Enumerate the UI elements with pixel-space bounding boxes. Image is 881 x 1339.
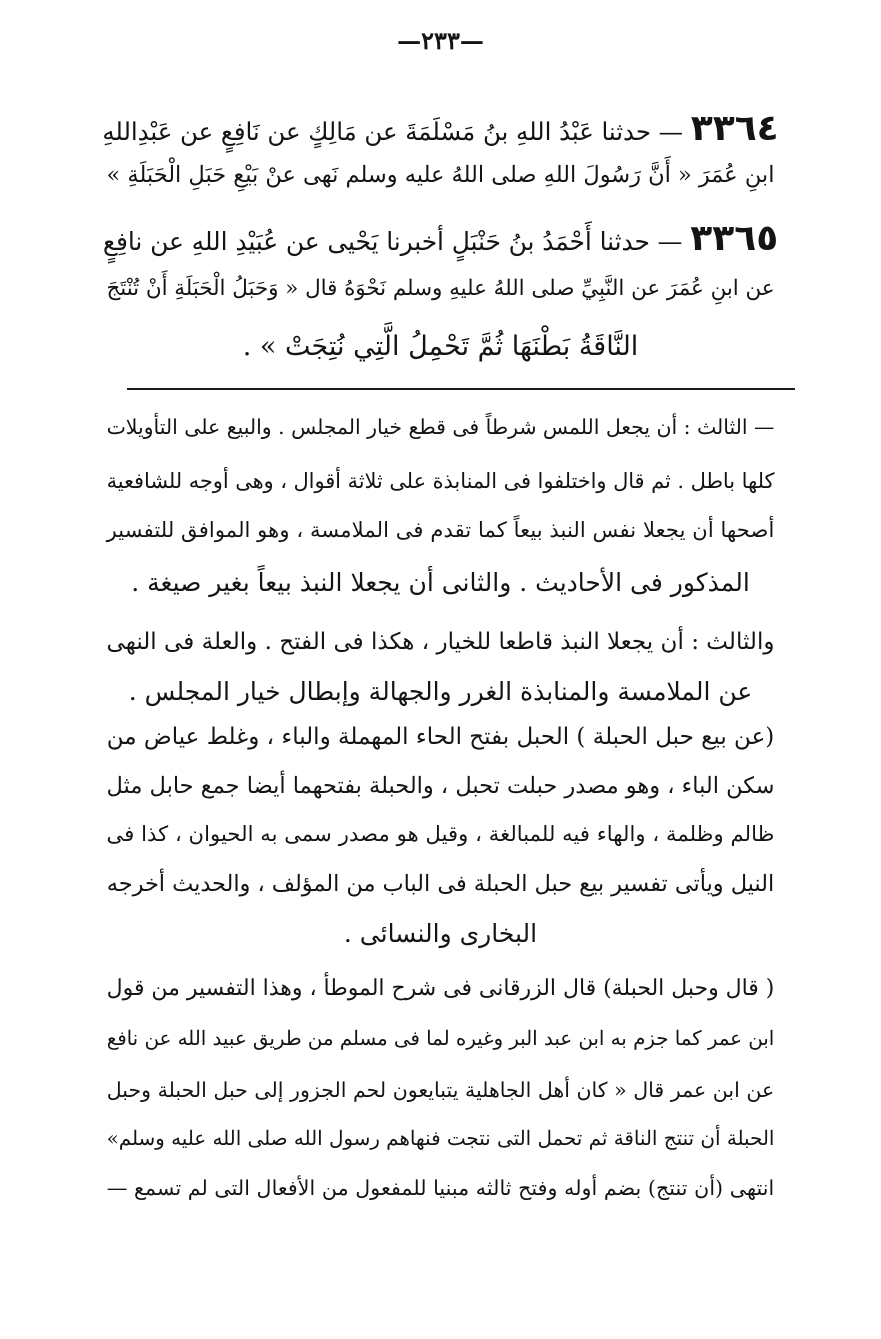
hadith-3364-line-2: ابنِ عُمَرَ « أَنَّ رَسُولَ اللهِ صلى اللهُ عليه وسلم نَهى عنْ بَيْعِ حَبَلِ الْحَبَلَةِ »: [106, 162, 775, 188]
commentary-line: انتهى (أن تنتج) بضم أوله وفتح ثالثه مبنيا للمفعول من الأفعال التى لم تسمع —: [106, 1176, 775, 1200]
hadith-3365-line-2: عن ابنِ عُمَرَ عن النَّبِيِّ صلى اللهُ عليهِ وسلم نَحْوَهُ قال « وَحَبَلُ الْحَبَلَةِ أَنْ تُنْتَجَ: [106, 276, 775, 301]
hadith-3364-line-1: [0, 108, 881, 149]
commentary-line: سكن الباء ، وهو مصدر حبلت تحبل ، والحبلة بفتحهما أيضا جمع حابل مثل: [106, 773, 775, 799]
hadith-number: ٣٣٦٥: [690, 218, 779, 259]
commentary-line: — الثالث : أن يجعل اللمس شرطاً فى قطع خيار المجلس . والبيع على التأويلات: [106, 415, 775, 439]
page-number: —٢٣٣—: [397, 26, 484, 55]
hadith-text: — حدثنا أَحْمَدُ بنُ حَنْبَلٍ أخبرنا يَحْيى عن عُبَيْدِ اللهِ عن نافِعٍ: [102, 227, 683, 256]
commentary-line: ابن عمر كما جزم به ابن عبد البر وغيره لما فى مسلم من طريق عبيد الله عن نافع: [106, 1027, 775, 1050]
commentary-line: النيل ويأتى تفسير بيع حبل الحبلة فى الباب من المؤلف ، والحديث أخرجه: [106, 871, 775, 897]
commentary-line: أصحها أن يجعلا نفس النبذ بيعاً كما تقدم فى الملامسة ، وهو الموافق للتفسير: [106, 518, 775, 543]
commentary-line: المذكور فى الأحاديث . والثانى أن يجعلا النبذ بيعاً بغير صيغة .: [131, 568, 750, 597]
commentary-line: عن ابن عمر قال « كان أهل الجاهلية يتبايعون لحم الجزور إلى حبل الحبلة وحبل: [106, 1078, 775, 1102]
footnote-divider: [127, 388, 795, 390]
commentary-line: ظالم وظلمة ، والهاء فيه للمبالغة ، وقيل هو مصدر سمى به الحيوان ، كذا فى: [106, 822, 775, 847]
hadith-3365-line-1: [0, 218, 881, 259]
commentary-line: كلها باطل . ثم قال واختلفوا فى المنابذة على ثلاثة أقوال ، وهى أوجه للشافعية: [106, 469, 775, 493]
hadith-number: ٣٣٦٤: [690, 108, 779, 149]
commentary-line: والثالث : أن يجعلا النبذ قاطعا للخيار ، هكذا فى الفتح . والعلة فى النهى: [106, 629, 775, 655]
commentary-line: ( قال وحبل الحبلة) قال الزرقانى فى شرح الموطأ ، وهذا التفسير من قول: [106, 976, 775, 1001]
commentary-line: عن الملامسة والمنابذة الغرر والجهالة وإبطال خيار المجلس .: [128, 677, 753, 706]
commentary-line: (عن بيع حبل الحبلة ) الحبل بفتح الحاء المهملة والباء ، وغلط عياض من: [106, 724, 775, 750]
commentary-line: الحبلة أن تنتج الناقة ثم تحمل التى نتجت فنهاهم رسول الله صلى الله عليه وسلم»: [106, 1127, 775, 1150]
commentary-line: البخارى والنسائى .: [343, 919, 538, 948]
hadith-3365-line-3: النَّاقَةُ بَطْنَهَا ثُمَّ تَحْمِلُ الَّتِي نُتِجَتْ » .: [242, 331, 639, 362]
hadith-text: — حدثنا عَبْدُ اللهِ بنُ مَسْلَمَةَ عن مَالِكٍ عن نَافِعٍ عن عَبْدِاللهِ: [102, 117, 684, 146]
